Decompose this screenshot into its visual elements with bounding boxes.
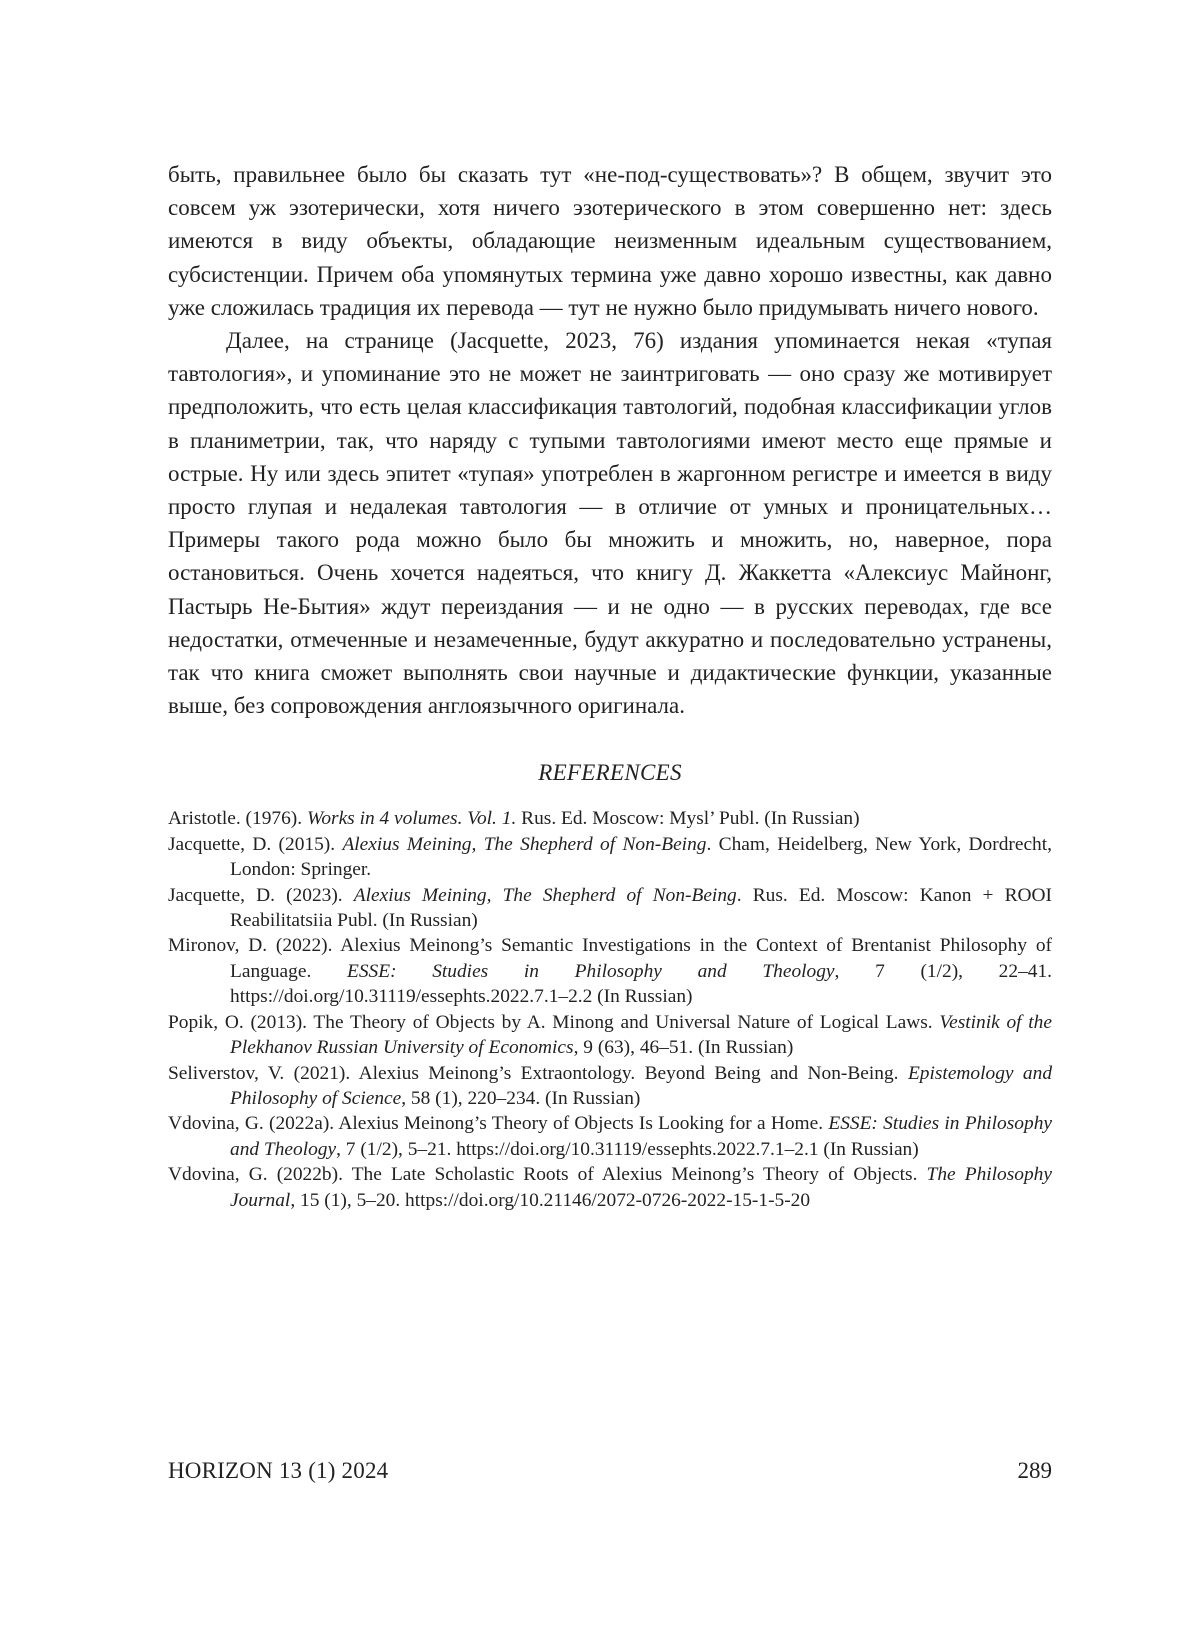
reference-title: Alexius Meining, The Shepherd of Non-Being <box>353 884 737 906</box>
reference-text: , 9 (63), 46–51. (In Russian) <box>573 1037 794 1059</box>
body-paragraph: Далее, на странице (Jacquette, 2023, 76) издания упоминается некая «тупая тавтология», и упоминание это не может не заинтриговать — оно сразу же мотивирует предположить, что есть целая классификация тавтологий, подобная классификации углов в планиметрии, так, что наряду с тупыми тавтологиями имеют место еще прямые и острые. Ну или здесь эпитет «тупая» употреблен в жаргонном регистре и имеется в виду просто глупая и недалекая тавтология — в отличие от умных и проницательных… Примеры такого рода можно было бы множить и множить, но, наверное, пора остановиться. Очень хочется надеяться, что книгу Д. Жаккетта «Алексиус Майнонг, Пастырь Не-Бытия» ждут переиздания — и не одно — в русских переводах, где все недостатки, отмеченные и незамеченные, будут аккуратно и последовательно устранены, так что книга сможет выполнять свои научные и дидактические функции, указанные выше, без сопровождения англоязычного оригинала. <box>168 328 1052 719</box>
reference-text: , 7 (1/2), 5–21. https://doi.org/10.31119/essephts.2022.7.1–2.1 (In Russian) <box>336 1138 919 1160</box>
reference-title: ESSE: Studies in Philosophy and Theology <box>346 960 835 982</box>
references-list <box>168 806 1052 1213</box>
journal-issue: HORIZON 13 (1) 2024 <box>168 1458 389 1483</box>
reference-item <box>168 933 1052 1009</box>
reference-item <box>168 806 1052 831</box>
reference-text: Popik, O. (2013). The Theory of Objects by A. Minong and Universal Nature of Logical Laws. <box>168 1011 940 1033</box>
reference-item <box>168 1111 1052 1162</box>
reference-title: Works in 4 volumes. Vol. 1. <box>306 808 517 830</box>
reference-title: Epistemology and Philosophy of Science <box>230 1062 1053 1109</box>
reference-text: . Rus. Ed. Moscow: Kanon + ROOI Reabilitatsiia Publ. (In Russian) <box>230 884 1052 932</box>
reference-item <box>168 1061 1052 1112</box>
body-paragraph: быть, правильнее было бы сказать тут «не-под-существовать»? В общем, звучит это совсем уж эзотерически, хотя ничего эзотерического в этом совершенно нет: здесь имеются в виду объекты, обладающие неизменным идеальным существованием, субсистенции. Причем оба упомянутых термина уже давно хорошо известны, как давно уже сложилась традиция их перевода — тут не нужно было придумывать ничего нового. <box>168 162 1052 320</box>
references-heading: REFERENCES <box>538 760 682 786</box>
reference-text: Seliverstov, V. (2021). Alexius Meinong’s Extraontology. Beyond Being and Non-Being. <box>168 1062 908 1084</box>
reference-text: , 7 (1/2), 22–41. https://doi.org/10.31119/essephts.2022.7.1–2.2 (In Russian) <box>230 960 1053 1008</box>
article-body <box>168 158 1052 722</box>
reference-item <box>168 832 1052 883</box>
reference-text: , 15 (1), 5–20. https://doi.org/10.21146/2072-0726-2022-15-1-5-20 <box>290 1189 811 1211</box>
page-number: 289 <box>1017 1458 1052 1483</box>
reference-item <box>168 1010 1052 1061</box>
reference-text: Jacquette, D. (2015). <box>168 833 343 855</box>
reference-text: , 58 (1), 220–234. (In Russian) <box>401 1087 641 1109</box>
reference-item <box>168 883 1052 934</box>
reference-text: Jacquette, D. (2023). <box>168 884 354 906</box>
reference-text: Vdovina, G. (2022a). Alexius Meinong’s Theory of Objects Is Looking for a Home. <box>168 1113 829 1135</box>
reference-item <box>168 1162 1052 1213</box>
reference-title: Vestinik of the Plekhanov Russian University of Economics <box>230 1011 1052 1059</box>
page-content <box>168 158 1052 1213</box>
reference-text: Mironov, D. (2022). Alexius Meinong’s Semantic Investigations in the Context of Brentanist Philosophy of Language. <box>168 935 1052 982</box>
reference-title: The Philosophy Journal <box>230 1164 1052 1211</box>
reference-text: Vdovina, G. (2022b). The Late Scholastic Roots of Alexius Meinong’s Theory of Objects. <box>168 1164 927 1186</box>
reference-title: Alexius Meining, The Shepherd of Non-Being <box>342 833 707 855</box>
reference-text: Aristotle. (1976). <box>168 808 307 830</box>
reference-title: ESSE: Studies in Philosophy and Theology <box>230 1113 1052 1160</box>
reference-text: Rus. Ed. Moscow: Mysl’ Publ. (In Russian) <box>516 808 860 830</box>
reference-text: . Cham, Heidelberg, New York, Dordrecht, London: Springer. <box>230 833 1052 881</box>
